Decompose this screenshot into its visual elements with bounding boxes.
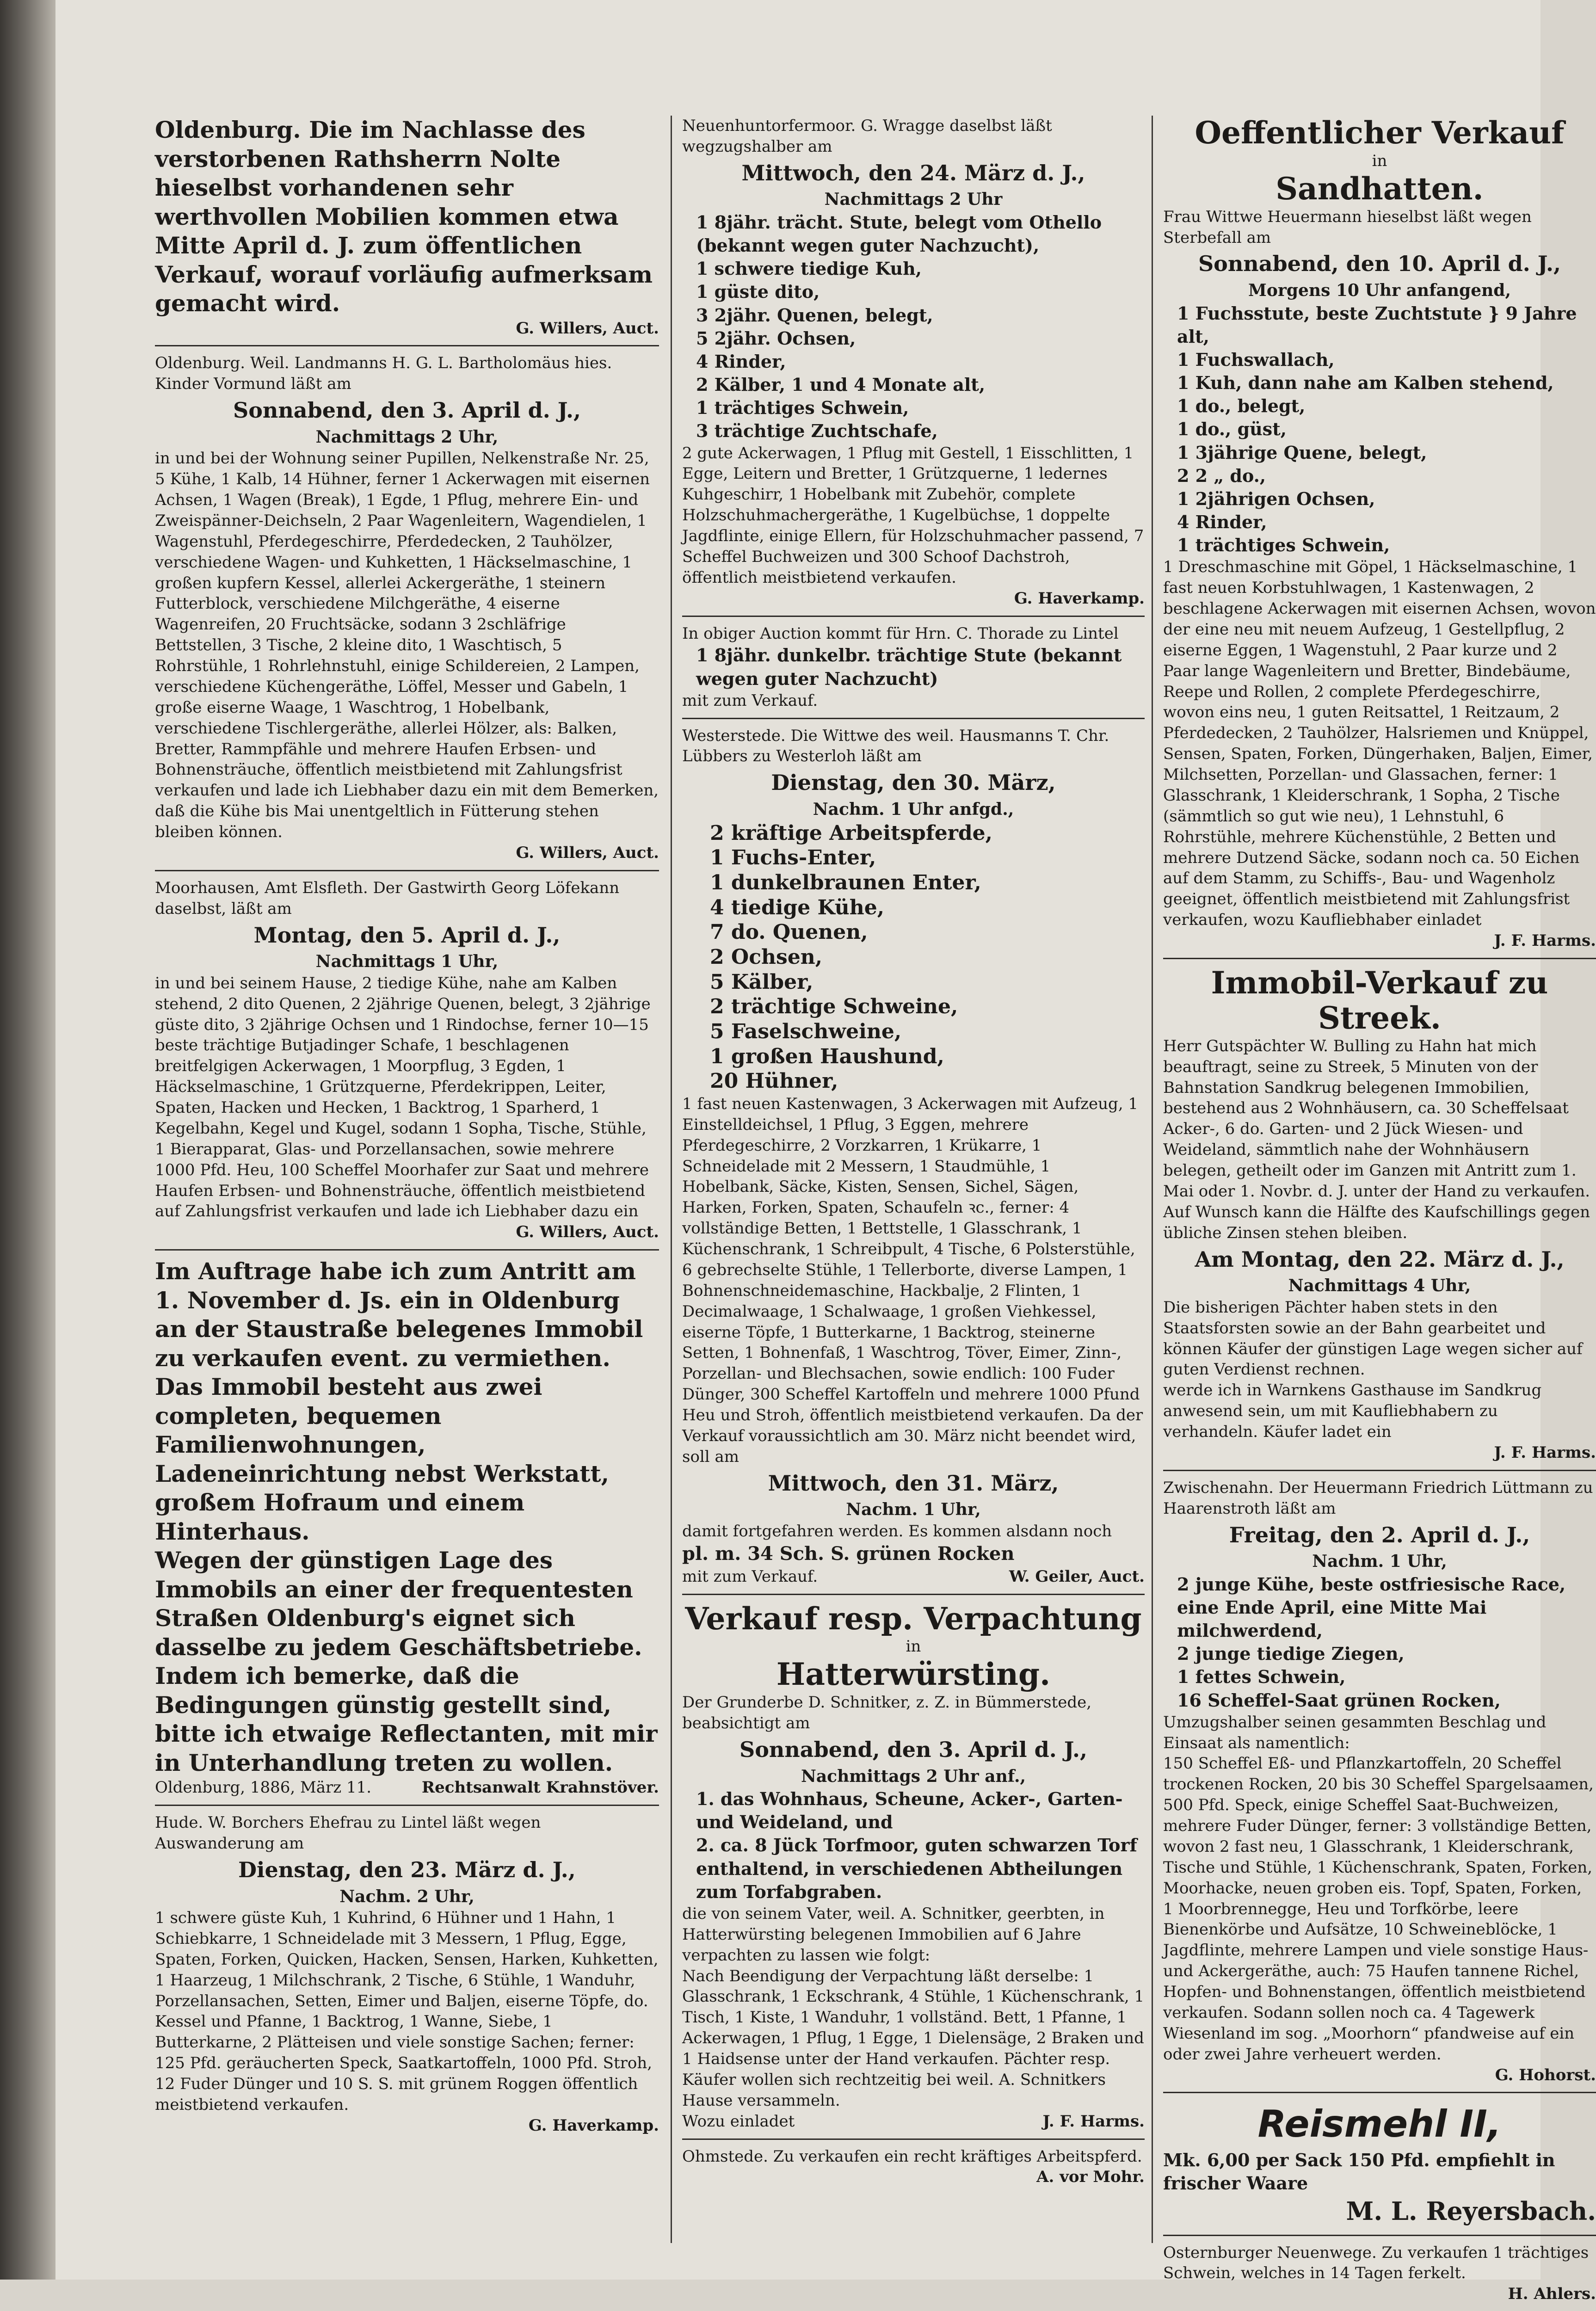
lot-item: 1 schwere tiedige Kuh, <box>696 258 922 279</box>
column-2 <box>682 116 1145 2257</box>
notice-time: Nachmittags 2 Uhr, <box>315 427 499 447</box>
notice-signature <box>155 1222 659 1243</box>
notice-body: 1 Dreschmaschine mit Göpel, 1 Häckselmaschine, 1 fast neuen Korbstuhlwagen, 1 Kastenwagen, 2 beschlagene Ackerwagen mit eisernen Achsen, wovon der eine neu mit neuem Aufzeug, 1 Gestellpflug, 2 eiserne Eggen, 1 Wagenstuhl, 2 Paar kurze und 2 Paar lange Wagenleitern und Bretter, Bindebäume, Reepe und Rollen, 2 complete Pferdegeschirre, wovon eins neu, 1 guten Reitsattel, 1 Reitzaum, 2 Pferdedecken, 2 Tauhölzer, Halsriemen und Knüppel, Sensen, Spaten, Forken, Düngerhaken, Baljen, Eimer, Milchsetten, Porzellan- und Glassachen, ferner: 1 Glasschrank, 1 Kleiderschrank, 1 Sopha, 2 Tische (sämmtlich so gut wie neu), 1 Lehnstuhl, 6 Rohrstühle, mehrere Küchenstühle, 2 Betten und mehrere Dutzend Säcke, sodann noch ca. 50 Eichen auf dem Stamm, zu Schiffs-, Bau- und Wagenholz geeignet, öffentlich meistbietend mit Zahlungsfrist verkaufen, wozu Kaufliebhaber einladet <box>1163 558 1596 930</box>
notice <box>155 1812 659 2143</box>
notice <box>155 116 659 346</box>
notice-body: Die bisherigen Pächter haben stets in den Staatsforsten sowie an der Bahn gearbeitet und können Käufer der günstigen Lage wegen sicher auf guten Verdienst rechnen. <box>1163 1298 1583 1379</box>
notice-headline: Immobil-Verkauf zu Streek. <box>1211 964 1548 1036</box>
notice <box>1163 966 1596 1471</box>
notice-signature <box>1163 931 1596 951</box>
notice-body: damit fortgefahren werden. Es kommen alsdann noch <box>682 1522 1112 1541</box>
notice-intro: Moorhausen, Amt Elsfleth. Der Gastwirth Georg Löfekann daselbst, läßt am <box>155 878 620 918</box>
notice-body: werde ich in Warnkens Gasthause im Sandkrug anwesend sein, um mit Kaufliebhabern zu verhandeln. Käufer ladet ein <box>1163 1381 1542 1441</box>
notice-body: mit zum Verkauf. <box>682 691 818 710</box>
notice-intro: Osternburger Neuenwege. Zu verkaufen 1 trächtiges Schwein, welches in 14 Tagen ferkelt. <box>1163 2243 1589 2283</box>
lot-item: 7 do. Quenen, <box>710 920 868 944</box>
notice-intro: In obiger Auction kommt für Hrn. C. Thorade zu Lintel <box>682 624 1119 643</box>
notice-body: Umzugshalber seinen gesammten Beschlag und Einsaat als namentlich: <box>1163 1713 1547 1752</box>
notice-body: 150 Scheffel Eß- und Pflanzkartoffeln, 20 Scheffel trockenen Rocken, 20 bis 30 Scheffel Spargelsaamen, 500 Pfd. Speck, einige Scheffel Saat-Buchweizen, mehrere Fuder Dünger, ferner: 3 vollständige Betten, wovon 2 fast neu, 1 Glasschrank, 1 Kleiderschrank, Tische und Stühle, 1 Küchenschrank, Spaten, Forken, Moorhacke, neuen groben eis. Topf, Spaten, Forken, 1 Moorbrennegge, Heu und Torfkörbe, leere Bienenkörbe und Aufsätze, 10 Schweineblöcke, 1 Jagdflinte, mehrere Lampen und viele sonstige Haus- und Ackergeräthe, auch: 75 Haufen tannene Richel, Hopfen- und Bohnenstangen, öffentlich meistbietend verkaufen. Sodann sollen noch ca. 4 Tagewerk Wiesenland im sog. „Moorhorn“ pfandweise auf ein oder zwei Jahre verheuert werden. <box>1163 1754 1594 2064</box>
notice-date: Sonnabend, den 10. April d. J., <box>1198 251 1561 277</box>
lot-item: 5 Kälber, <box>710 970 813 994</box>
ad-body: Mk. 6,00 per Sack 150 Pfd. empfiehlt in frischer Waare <box>1163 2150 1555 2194</box>
lot-item: 2. ca. 8 Jück Torfmoor, guten schwarzen Torf enthaltend, in verschiedenen Abtheilungen zum Torfabgraben. <box>696 1835 1137 1902</box>
notice-time: Nachm. 2 Uhr, <box>339 1886 474 1906</box>
book-binding <box>0 0 55 2280</box>
notice-date: Sonnabend, den 3. April d. J., <box>739 1737 1088 1762</box>
notice-signature <box>682 2167 1145 2188</box>
notice-intro: Frau Wittwe Heuermann hieselbst läßt wegen Sterbefall am <box>1163 207 1532 247</box>
notice-intro: Der Grunderbe D. Schnitker, z. Z. in Bümmerstede, beabsichtigt am <box>682 1693 1092 1733</box>
lot-item: 1 güste dito, <box>696 281 820 302</box>
notice-paragraph: Indem ich bemerke, daß die Bedingungen günstig gestellt sind, bitte ich etwaige Reflectanten, mit mir in Unterhandlung treten zu wollen. <box>155 1662 658 1776</box>
lot-item: 2 Ochsen, <box>710 945 823 969</box>
notice-highlight: pl. m. 34 Sch. S. grünen Rocken <box>682 1542 1015 1565</box>
notice-paragraph: Im Auftrage habe ich zum Antritt am 1. November d. Js. ein in Oldenburg an der Staustraße belegenes Immobil zu verkaufen event. zu vermiethen. <box>155 1257 643 1372</box>
signature-name: G. Hohorst. <box>1495 2065 1596 2084</box>
notice-signature <box>682 588 1145 609</box>
lot-item: 1 do., güst, <box>1177 419 1287 440</box>
column-1 <box>155 116 659 2257</box>
lot-item: 2 kräftige Arbeitspferde, <box>710 821 992 845</box>
notice-date: Sonnabend, den 3. April d. J., <box>233 398 581 423</box>
lot-item: 1 Fuchs-Enter, <box>710 846 876 870</box>
notice-signature <box>1163 1442 1596 1463</box>
notice-in: in <box>906 1637 921 1656</box>
signature-name: A. vor Mohr. <box>1036 2168 1145 2187</box>
notice-date: Am Montag, den 22. März d. J., <box>1195 1246 1565 1272</box>
newspaper-page <box>55 0 1596 2304</box>
notice-time: Nachmittags 1 Uhr, <box>315 952 499 972</box>
column-rule <box>1152 116 1153 2243</box>
signature-name: G. Willers, Auct. <box>516 843 659 862</box>
notice-time: Nachmittags 2 Uhr anf., <box>801 1766 1026 1786</box>
lot-item: 1 dunkelbraunen Enter, <box>710 870 981 894</box>
lot-item: 3 2jähr. Quenen, belegt, <box>696 304 933 326</box>
lot-item: 5 2jähr. Ochsen, <box>696 327 856 349</box>
lot-item: 5 Faselschweine, <box>710 1019 902 1043</box>
notice-intro: Oldenburg. Weil. Landmanns H. G. L. Bartholomäus hies. Kinder Vormund läßt am <box>155 354 612 394</box>
lot-item: 20 Hühner, <box>710 1069 838 1093</box>
notice-body: in und bei seinem Hause, 2 tiedige Kühe, nahe am Kalben stehend, 2 dito Quenen, 2 2jährige Quenen, belegt, 3 2jährige güste dito, 3 2jährige Ochsen und 1 Rindochse, ferner 10—15 beste trächtige Butjadinger Schafe, 1 beschlagenen breitfelgigen Ackerwagen, 1 Moorpflug, 3 Egden, 1 Häckselmaschine, 1 Grützquerne, Pferdekrippen, Leiter, Spaten, Hacken und Hecken, 1 Backtrog, 1 Sparherd, 1 Kegelbahn, Kegel und Kugel, sodann 1 Sopha, Tische, Stühle, 1 Bierapparat, Glas- und Porzellansachen, sowie mehrere 1000 Pfd. Heu, 100 Scheffel Moorhafer zur Saat und mehrere Haufen Erbsen- und Bohnensträuche, öffentlich meistbietend auf Zahlungsfrist verkaufen und lade ich Liebhaber dazu ein <box>155 974 651 1221</box>
notice-time: Morgens 10 Uhr anfangend, <box>1248 281 1511 301</box>
notice-body: Nach Beendigung der Verpachtung läßt derselbe: 1 Glasschrank, 1 Eckschrank, 4 Stühle, 1 Küchenschrank, 1 Tisch, 1 Kiste, 1 Wanduhr, 1 vollständ. Bett, 1 Pfanne, 1 Ackerwagen, 1 Pflug, 1 Egge, 1 Dielensäge, 2 Braken und 1 Haidsense unter der Hand verkaufen. Pächter resp. Käufer wollen sich rechtzeitig bei weil. A. Schnitkers Hause versammeln. <box>682 1966 1145 2110</box>
signature-name: J. F. Harms. <box>1042 2112 1145 2131</box>
lot-item: 1 3jährige Quene, belegt, <box>1177 442 1427 463</box>
column-3 <box>1163 115 1596 2304</box>
signature-name: G. Haverkamp. <box>528 2116 659 2135</box>
notice-in: in <box>1372 151 1387 170</box>
signature-name: W. Geiler, Auct. <box>1009 1567 1145 1586</box>
notice <box>682 623 1145 719</box>
notice-signature <box>155 843 659 863</box>
notice-intro: Westerstede. Die Wittwe des weil. Hausmanns T. Chr. Lübbers zu Westerloh läßt am <box>682 726 1109 766</box>
notice-paragraph: Oldenburg. Die im Nachlasse des verstorbenen Rathsherrn Nolte hieselbst vorhandenen sehr werthvollen Mobilien kommen etwa Mitte April d. J. zum öffentlichen Verkauf, worauf vorläufig aufmerksam gemacht wird. <box>155 116 653 317</box>
notice-body: in und bei der Wohnung seiner Pupillen, Nelkenstraße Nr. 25, 5 Kühe, 1 Kalb, 14 Hühner, ferner 1 Ackerwagen mit eisernen Achsen, 1 Wagen (Break), 1 Egde, 1 Pflug, mehrere Ein- und Zweispänner-Deichseln, 2 Paar Wagenleitern, Wagendielen, 1 Wagenstuhl, Pferdegeschirre, Pferdedecken, 2 Tauhölzer, verschiedene Wagen- und Kuhketten, 1 Häckselmaschine, 1 großen kupfern Kessel, allerlei Ackergeräthe, 1 steinern Futterblock, verschiedene Milchgeräthe, 4 eiserne Wagenreifen, 20 Fruchtsäcke, sodann 3 2schläfrige Bettstellen, 3 Tische, 2 kleine dito, 1 Waschtisch, 5 Rohrstühle, 1 Rohrlehnstuhl, einige Schildereien, 2 Lampen, verschiedene Küchengeräthe, Löffel, Messer und Gabeln, 1 große eiserne Waage, 1 Waschtrog, 1 Hobelbank, verschiedene Tischlergeräthe, allerlei Hölzer, als: Balken, Bretter, Rammpfähle und mehrere Haufen Erbsen- und Bohnensträuche, öffentlich meistbietend mit Zahlungsfrist verkaufen und lade ich Liebhaber dazu ein mit dem Bemerken, daß die Kühe bis Mai unentgeltlich in Fütterung stehen bleiben können. <box>155 449 659 842</box>
notice <box>1163 116 1596 959</box>
lot-item: 2 trächtige Schweine, <box>710 995 958 1019</box>
notice-date: Montag, den 5. April d. J., <box>253 922 561 948</box>
signature-left: Oldenburg, 1886, März 11. <box>155 1778 372 1797</box>
signature-name: J. F. Harms. <box>1494 1443 1596 1462</box>
notice-paragraph: Das Immobil besteht aus zwei completen, bequemen Familienwohnungen, Ladeneinrichtung nebst Werkstatt, großem Hofraum und einem Hinterhaus. <box>155 1373 610 1545</box>
lot-item: 2 2 „ do., <box>1177 465 1266 486</box>
notice-signature <box>682 2111 1145 2132</box>
lot-item: 1 trächtiges Schwein, <box>1177 535 1390 556</box>
lot-item: 4 Rinder, <box>696 351 786 372</box>
notice-intro: Hude. W. Borchers Ehefrau zu Lintel läßt wegen Auswanderung am <box>155 1813 541 1853</box>
notice-signature <box>155 2115 659 2136</box>
lot-item: 1 trächtiges Schwein, <box>696 397 909 419</box>
column-rule <box>671 116 672 2243</box>
notice-time: Nachm. 1 Uhr anfgd., <box>813 800 1014 820</box>
notice-signature <box>155 1777 659 1798</box>
lot-item: 4 Rinder, <box>1177 512 1267 533</box>
notice-date: Dienstag, den 23. März d. J., <box>238 1857 576 1882</box>
notice-signature <box>155 318 659 339</box>
signature-name: G. Willers, Auct. <box>516 319 659 338</box>
notice-intro: Neuenhuntorfermoor. G. Wragge daselbst läßt wegzugshalber am <box>682 117 1052 156</box>
signature-name: Rechtsanwalt Krahnstöver. <box>421 1778 659 1797</box>
notice-date: Dienstag, den 30. März, <box>771 770 1056 795</box>
notice-time: Nachmittags 4 Uhr, <box>1288 1276 1471 1296</box>
notice-place: Sandhatten. <box>1276 170 1484 207</box>
notice <box>682 726 1145 1595</box>
notice-intro: Zwischenahn. Der Heuermann Friedrich Lüttmann zu Haarenstroth läßt am <box>1163 1478 1593 1518</box>
notice-time: Nachmittags 2 Uhr <box>824 190 1003 210</box>
lot-item: 1 großen Haushund, <box>710 1044 944 1068</box>
lot-item: 2 junge tiedige Ziegen, <box>1177 1643 1405 1664</box>
ad-merchant: M. L. Reyersbach. <box>1346 2196 1596 2226</box>
signature-name: G. Haverkamp. <box>1014 589 1145 608</box>
notice <box>682 116 1145 617</box>
lot-item: 1 Kuh, dann nahe am Kalben stehend, <box>1177 372 1554 394</box>
notice-paragraph: Wegen der günstigen Lage des Immobils an einer der frequentesten Straßen Oldenburg's eignet sich dasselbe zu jedem Geschäftsbetriebe. <box>155 1547 642 1661</box>
signature-left: mit zum Verkauf. <box>682 1567 818 1586</box>
lot-item: 1 8jähr. dunkelbr. trächtige Stute (bekannt wegen guter Nachzucht) <box>696 645 1122 689</box>
notice-headline: Oeffentlicher Verkauf <box>1195 115 1565 151</box>
lot-item: 1 do., belegt, <box>1177 395 1306 417</box>
notice <box>682 1602 1145 2140</box>
notice-body: 2 gute Ackerwagen, 1 Pflug mit Gestell, 1 Eisschlitten, 1 Egge, Leitern und Bretter, 1 Grützquerne, 1 ledernes Kuhgeschirr, 1 Hobelbank mit Zubehör, complete Holzschuhmachergeräthe, 1 Kugelbüchse, 1 doppelte Jagdflinte, einige Ellern, für Holzschuhmacher passend, 7 Scheffel Buchweizen und 300 Schoof Dachstroh, öffentlich meistbietend verkaufen. <box>682 444 1144 587</box>
lot-item: 1 Fuchswallach, <box>1177 349 1335 370</box>
notice <box>1163 1478 1596 2094</box>
notice-place: Hatterwürsting. <box>776 1656 1051 1693</box>
notice-time: Nachm. 1 Uhr, <box>846 1500 981 1520</box>
notice <box>155 1257 659 1806</box>
notice-date: Mittwoch, den 24. März d. J., <box>741 160 1085 185</box>
lot-item: 4 tiedige Kühe, <box>710 895 885 919</box>
notice <box>1163 2243 1596 2311</box>
lot-item: 1 fettes Schwein, <box>1177 1666 1346 1688</box>
lot-item: 2 junge Kühe, beste ostfriesische Race, eine Ende April, eine Mitte Mai milchwerdend, <box>1177 1573 1566 1641</box>
notice <box>155 353 659 871</box>
ad-title: Reismehl II, <box>1257 2102 1502 2146</box>
notice-intro: Ohmstede. Zu verkaufen ein recht kräftiges Arbeitspferd. <box>682 2147 1142 2166</box>
notice-date: Mittwoch, den 31. März, <box>768 1470 1059 1496</box>
notice-date: Freitag, den 2. April d. J., <box>1229 1522 1530 1547</box>
notice-signature <box>682 1566 1145 1587</box>
lot-item: 1. das Wohnhaus, Scheune, Acker-, Garten- und Weideland, und <box>696 1788 1123 1833</box>
lot-item: 1 8jähr. trächt. Stute, belegt vom Othello (bekannt wegen guter Nachzucht), <box>696 211 1102 256</box>
lot-item: 2 Kälber, 1 und 4 Monate alt, <box>696 374 986 395</box>
signature-left: Wozu einladet <box>682 2112 795 2131</box>
lot-item: 1 Fuchsstute, beste Zuchtstute } 9 Jahre alt, <box>1177 302 1577 347</box>
notice-body: die von seinem Vater, weil. A. Schnitker, geerbten, in Hatterwürsting belegenen Immobilien auf 6 Jahre verpachten zu lassen wie folgt: <box>682 1904 1105 1965</box>
lot-item: 1 2jährigen Ochsen, <box>1177 488 1375 509</box>
signature-name: H. Ahlers. <box>1508 2285 1596 2304</box>
notice-signature <box>1163 2284 1596 2305</box>
signature-name: G. Willers, Auct. <box>516 1223 659 1242</box>
lot-item: 3 trächtige Zuchtschafe, <box>696 420 938 442</box>
notice <box>1163 2100 1596 2236</box>
notice-body: 1 fast neuen Kastenwagen, 3 Ackerwagen mit Aufzeug, 1 Einstelldeichsel, 1 Pflug, 3 Eggen, mehrere Pferdegeschirre, 2 Vorzkarren, 1 Krükarre, 1 Schneidelade mit 2 Messern, 1 Staudmühle, 1 Hobelbank, Säcke, Kisten, Sensen, Sichel, Sägen, Harken, Forken, Spaten, Schaufeln ꝛc., ferner: 4 vollständige Betten, 1 Bettstelle, 1 Glasschrank, 1 Küchenschrank, 1 Schreibpult, 4 Tische, 6 Polsterstühle, 6 gebrechselte Stühle, 1 Tellerborte, diverse Lampen, 1 Bohnenschneidemaschine, Hackbalje, 2 Flinten, 1 Decimalwaage, 1 Schalwaage, 1 großen Viehkessel, eiserne Töpfe, 1 Butterkarne, 1 Backtrog, steinerne Setten, 1 Bohnenfaß, 1 Waschtrog, Töver, Eimer, Zinn-, Porzellan- und Blechsachen, sowie endlich: 100 Fuder Dünger, 300 Scheffel Kartoffeln und mehrere 1000 Pfund Heu und Stroh, öffentlich meistbietend verkaufen. Da der Verkauf voraussichtlich am 30. März nicht beendet wird, soll am <box>682 1094 1143 1466</box>
lot-item: 16 Scheffel-Saat grünen Rocken, <box>1177 1689 1501 1711</box>
notice-time: Nachm. 1 Uhr, <box>1312 1552 1447 1571</box>
notice-body: 1 schwere güste Kuh, 1 Kuhrind, 6 Hühner und 1 Hahn, 1 Schiebkarre, 1 Schneidelade mit 3 Messern, 1 Pflug, Egge, Spaten, Forken, Quicken, Hacken, Sensen, Harken, Kuhketten, 1 Haarzeug, 1 Milchschrank, 2 Tische, 6 Stühle, 1 Wanduhr, Porzellansachen, Setten, Eimer und Baljen, eiserne Töpfe, do. Kessel und Pfanne, 1 Backtrog, 1 Wanne, Siebe, 1 Butterkarne, 2 Plätteisen und viele sonstige Sachen; ferner: 125 Pfd. geräucherten Speck, Saatkartoffeln, 1000 Pfd. Stroh, 12 Fuder Dünger und 10 S. S. mit grünem Roggen öffentlich meistbietend verkaufen. <box>155 1909 659 2114</box>
signature-name: J. F. Harms. <box>1494 931 1596 950</box>
notice-signature <box>1163 2065 1596 2086</box>
notice <box>682 2146 1145 2194</box>
notice <box>155 878 659 1251</box>
notice-headline: Verkauf resp. Verpachtung <box>685 1600 1142 1637</box>
notice-intro: Herr Gutspächter W. Bulling zu Hahn hat mich beauftragt, seine zu Streek, 5 Minuten von der Bahnstation Sandkrug belegenen Immobilien, bestehend aus 2 Wohnhäusern, ca. 30 Scheffelsaat Acker-, 6 do. Garten- und 2 Jück Wiesen- und Weideland, sämmtlich nahe der Wohnhäusern belegen, getheilt oder im Ganzen mit Antritt zum 1. Mai oder 1. Novbr. d. J. unter der Hand zu verkaufen. Auf Wunsch kann die Hälfte des Kaufschillings gegen übliche Zinsen stehen bleiben. <box>1163 1036 1590 1242</box>
